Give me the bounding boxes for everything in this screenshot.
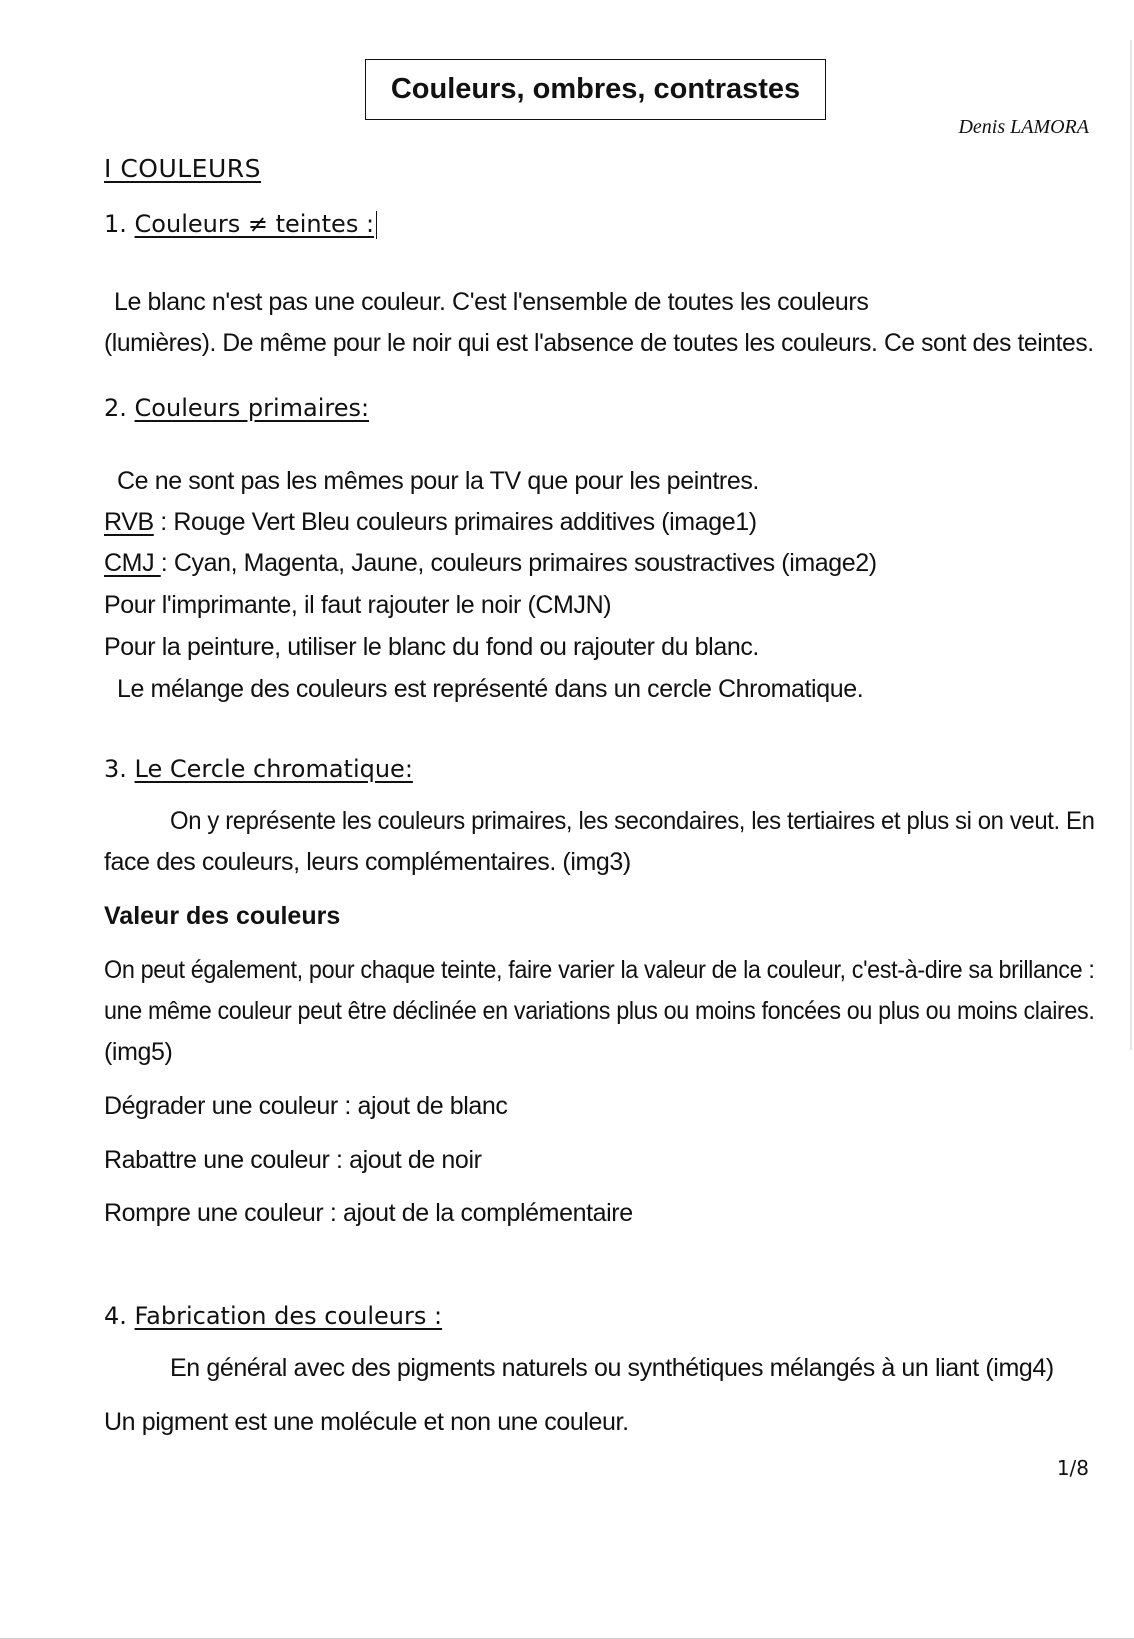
author-name: Denis LAMORA — [958, 116, 1089, 138]
section-1-line-1: Le blanc n'est pas une couleur. C'est l'ensemble de toutes les couleurs — [114, 288, 869, 316]
text-cursor — [376, 211, 377, 239]
value-line-3: (img5) — [104, 1038, 173, 1066]
section-4-heading — [104, 1302, 442, 1330]
page-number: 1/8 — [1056, 1456, 1089, 1480]
degrade-line: Dégrader une couleur : ajout de blanc — [104, 1092, 508, 1120]
section-3-number: 3. — [104, 755, 127, 783]
value-heading: Valeur des couleurs — [104, 902, 341, 930]
document-title: Couleurs, ombres, contrastes — [365, 59, 826, 120]
rabattre-line: Rabattre une couleur : ajout de noir — [104, 1146, 482, 1174]
section-1-heading — [104, 210, 377, 239]
section-3-para-line-1: On y représente les couleurs primaires, les secondaires, les tertiaires et plus si on veut. En — [170, 807, 1095, 835]
section-4-title: Fabrication des couleurs : — [134, 1302, 443, 1330]
section-1-line-2: (lumières). De même pour le noir qui est l'absence de toutes les couleurs. Ce sont des teintes. — [104, 329, 1094, 357]
section-1-number: 1. — [104, 210, 127, 238]
section-3-para-line-2: face des couleurs, leurs complémentaires. (img3) — [104, 848, 631, 876]
section-2-intro: Ce ne sont pas les mêmes pour la TV que pour les peintres. — [117, 467, 759, 495]
section-3-heading — [104, 755, 413, 783]
cmj-line — [104, 549, 877, 578]
rompre-line: Rompre une couleur : ajout de la complémentaire — [104, 1199, 633, 1227]
rvb-label: RVB — [104, 508, 154, 536]
section-2-number: 2. — [104, 394, 127, 422]
value-line-1: On peut également, pour chaque teinte, faire varier la valeur de la couleur, c'est-à-dire sa brillance : — [104, 956, 1095, 984]
section-2-title: Couleurs primaires: — [134, 394, 370, 422]
chromatic-circle-line: Le mélange des couleurs est représenté dans un cercle Chromatique. — [117, 675, 864, 703]
rvb-text: : Rouge Vert Bleu couleurs primaires additives (image1) — [153, 508, 757, 536]
cmj-text: : Cyan, Magenta, Jaune, couleurs primaires soustractives (image2) — [160, 549, 877, 577]
scrollbar-edge — [1130, 40, 1132, 1050]
value-line-2: une même couleur peut être déclinée en variations plus ou moins foncées ou plus ou moins claires. — [104, 997, 1095, 1025]
section-2-heading — [104, 394, 369, 422]
paint-line: Pour la peinture, utiliser le blanc du fond ou rajouter du blanc. — [104, 633, 759, 661]
section-1-title: Couleurs ≠ teintes : — [134, 210, 375, 238]
printer-line: Pour l'imprimante, il faut rajouter le noir (CMJN) — [104, 591, 612, 619]
rvb-line — [104, 508, 757, 537]
cmj-label: CMJ — [104, 549, 161, 577]
section-4-line-1: En général avec des pigments naturels ou synthétiques mélangés à un liant (img4) — [170, 1354, 1054, 1382]
part-heading: I COULEURS — [104, 154, 262, 183]
section-4-line-2: Un pigment est une molécule et non une couleur. — [104, 1408, 629, 1436]
section-3-title: Le Cercle chromatique: — [134, 755, 413, 783]
section-4-number: 4. — [104, 1302, 127, 1330]
